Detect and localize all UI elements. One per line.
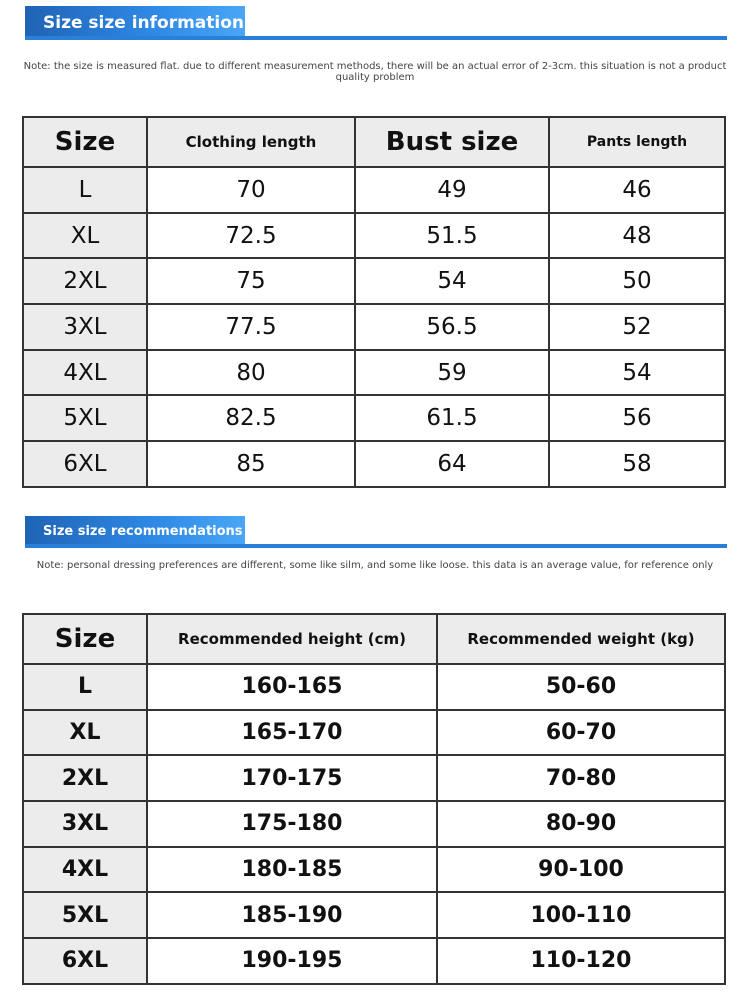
bust-size-cell: 56.5 — [355, 304, 549, 350]
size-cell: 3XL — [23, 304, 147, 350]
table-row — [23, 801, 725, 847]
pants-length-cell: 50 — [549, 258, 725, 304]
table-row — [23, 892, 725, 938]
height-cell: 180-185 — [147, 847, 437, 893]
size-info-header-row — [23, 117, 725, 167]
size-info-table — [22, 116, 726, 488]
size-cell: 6XL — [23, 441, 147, 487]
size-cell: 5XL — [23, 892, 147, 938]
size-cell: 6XL — [23, 938, 147, 984]
weight-cell: 70-80 — [437, 755, 725, 801]
table-row — [23, 350, 725, 396]
clothing-length-cell: 85 — [147, 441, 355, 487]
size-cell: 3XL — [23, 801, 147, 847]
size-cell: 4XL — [23, 847, 147, 893]
height-cell: 170-175 — [147, 755, 437, 801]
size-cell: L — [23, 664, 147, 710]
table-row — [23, 938, 725, 984]
table-row — [23, 395, 725, 441]
table-row — [23, 167, 725, 213]
height-cell: 185-190 — [147, 892, 437, 938]
size-recommend-header-row — [23, 614, 725, 664]
header-clothing-length: Clothing length — [147, 117, 355, 167]
bust-size-cell: 59 — [355, 350, 549, 396]
height-cell: 175-180 — [147, 801, 437, 847]
size-info-title: Size size information — [25, 6, 245, 40]
table-row — [23, 664, 725, 710]
clothing-length-cell: 77.5 — [147, 304, 355, 350]
table-row — [23, 304, 725, 350]
pants-length-cell: 46 — [549, 167, 725, 213]
pants-length-cell: 54 — [549, 350, 725, 396]
clothing-length-cell: 80 — [147, 350, 355, 396]
height-cell: 160-165 — [147, 664, 437, 710]
weight-cell: 100-110 — [437, 892, 725, 938]
header-recommended-weight: Recommended weight (kg) — [437, 614, 725, 664]
header-recommended-height: Recommended height (cm) — [147, 614, 437, 664]
size-cell: 2XL — [23, 755, 147, 801]
pants-length-cell: 52 — [549, 304, 725, 350]
weight-cell: 80-90 — [437, 801, 725, 847]
weight-cell: 50-60 — [437, 664, 725, 710]
size-recommend-title: Size size recommendations — [25, 516, 245, 546]
weight-cell: 110-120 — [437, 938, 725, 984]
header-pants-length: Pants length — [549, 117, 725, 167]
height-cell: 190-195 — [147, 938, 437, 984]
table-row — [23, 847, 725, 893]
table-row — [23, 755, 725, 801]
bust-size-cell: 54 — [355, 258, 549, 304]
header-size: Size — [23, 614, 147, 664]
header-bust-size: Bust size — [355, 117, 549, 167]
height-cell: 165-170 — [147, 710, 437, 756]
size-info-note: Note: the size is measured flat. due to different measurement methods, there will be an actual error of 2-3cm. this situation is not a product quality problem — [23, 61, 727, 83]
size-cell: XL — [23, 710, 147, 756]
clothing-length-cell: 70 — [147, 167, 355, 213]
size-recommend-table — [22, 613, 726, 985]
table-row — [23, 710, 725, 756]
header-size: Size — [23, 117, 147, 167]
clothing-length-cell: 82.5 — [147, 395, 355, 441]
size-cell: 5XL — [23, 395, 147, 441]
size-cell: 4XL — [23, 350, 147, 396]
bust-size-cell: 49 — [355, 167, 549, 213]
table-row — [23, 213, 725, 259]
size-recommend-divider — [25, 544, 727, 548]
table-row — [23, 258, 725, 304]
table-row — [23, 441, 725, 487]
pants-length-cell: 48 — [549, 213, 725, 259]
weight-cell: 90-100 — [437, 847, 725, 893]
size-cell: XL — [23, 213, 147, 259]
size-recommend-note: Note: personal dressing preferences are different, some like silm, and some like loose. this data is an average value, for reference only — [36, 560, 714, 571]
size-cell: 2XL — [23, 258, 147, 304]
size-cell: L — [23, 167, 147, 213]
bust-size-cell: 61.5 — [355, 395, 549, 441]
weight-cell: 60-70 — [437, 710, 725, 756]
clothing-length-cell: 72.5 — [147, 213, 355, 259]
clothing-length-cell: 75 — [147, 258, 355, 304]
size-info-divider — [25, 36, 727, 40]
pants-length-cell: 56 — [549, 395, 725, 441]
bust-size-cell: 64 — [355, 441, 549, 487]
pants-length-cell: 58 — [549, 441, 725, 487]
bust-size-cell: 51.5 — [355, 213, 549, 259]
